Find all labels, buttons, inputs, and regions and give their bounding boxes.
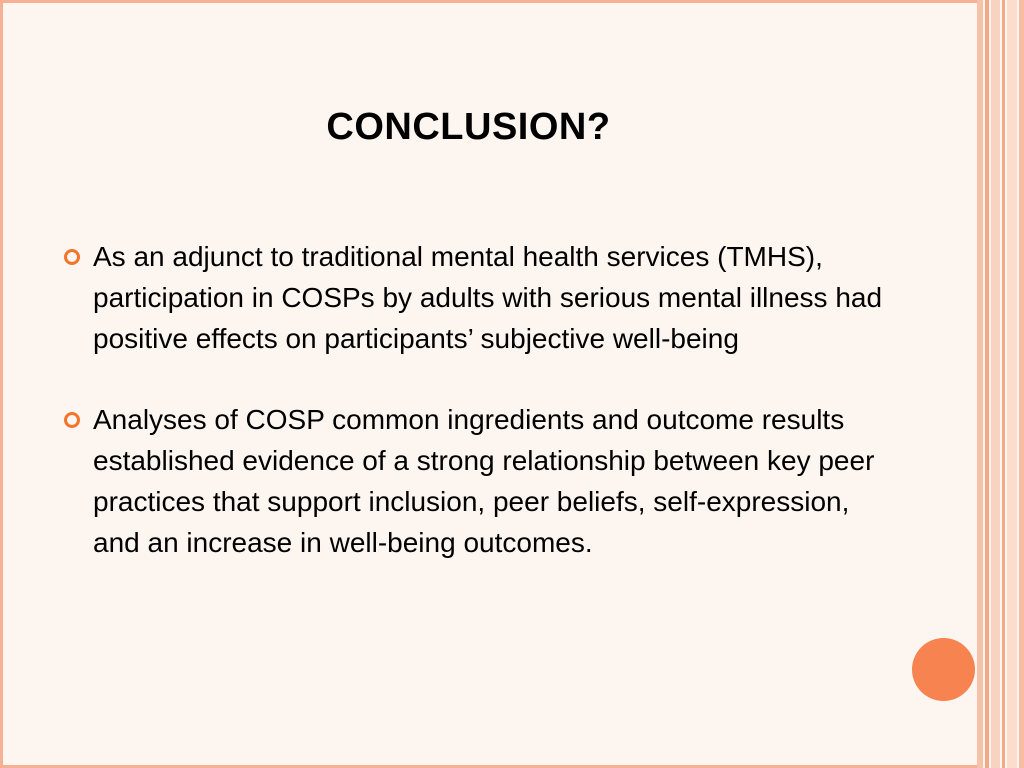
bullet-item (62, 236, 892, 359)
decorative-stripes (977, 0, 1024, 768)
circle-bullet-icon (64, 412, 80, 428)
circle-bullet-icon (64, 249, 80, 265)
bullet-text: As an adjunct to traditional mental health services (TMHS), participation in COSPs by adults with serious mental illness had positive effects on participants’ subjective well-being (93, 241, 883, 354)
stripe (985, 0, 989, 768)
stripe (1007, 0, 1017, 768)
stripe (1019, 0, 1024, 768)
stripe (977, 0, 983, 768)
stripe (991, 0, 1000, 768)
bullet-text: Analyses of COSP common ingredients and outcome results established evidence of a strong relationship between key peer practices that support inclusion, peer beliefs, self-expression, and an increase in well-being outcomes. (93, 404, 875, 558)
bullet-list (62, 236, 892, 563)
bullet-item (62, 399, 892, 563)
decorative-circle (912, 638, 975, 701)
stripe (1002, 0, 1005, 768)
slide-title: CONCLUSION? (326, 106, 611, 148)
